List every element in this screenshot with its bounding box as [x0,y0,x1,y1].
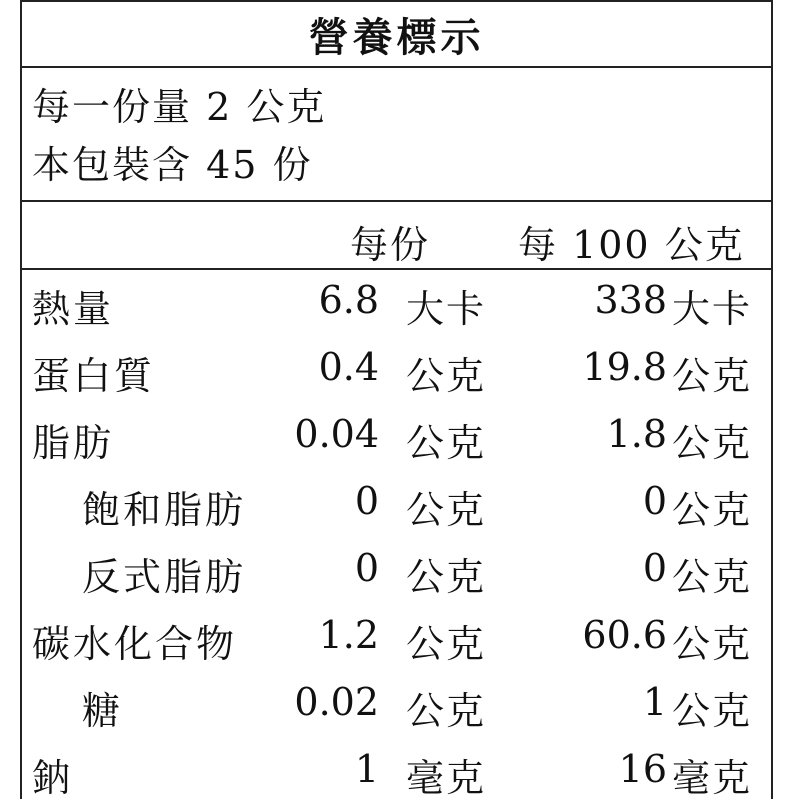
nutrient-row-energy [22,270,771,337]
per-serving-value: 0 [354,546,379,590]
column-header-per-serving: 每份 [350,223,431,267]
per-100g-unit: 公克 [672,689,753,733]
per-100g-value: 16 [618,747,667,791]
per-100g-unit: 大卡 [672,287,753,331]
per-100g-unit: 公克 [672,555,753,599]
nutrient-name: 脂肪 [32,421,115,465]
per-100g-unit: 公克 [672,622,753,666]
column-header-per-100g: 每 100 公克 [518,223,745,267]
serving-size: 每一份量 2 公克 [32,85,327,129]
per-serving-unit: 公克 [406,689,487,733]
per-100g-unit: 公克 [672,354,753,398]
per-100g-value: 1.8 [606,412,667,456]
column-header-row [22,202,771,270]
per-100g-value: 0 [642,546,667,590]
serving-info [22,68,771,202]
per-100g-unit: 毫克 [672,756,753,800]
nutrient-name: 糖 [82,689,124,733]
nutrient-row-saturated-fat [22,471,771,538]
per-serving-unit: 公克 [406,622,487,666]
nutrient-name: 碳水化合物 [32,622,238,666]
nutrient-name: 鈉 [32,756,74,800]
nutrient-row-fat [22,404,771,471]
per-100g-value: 19.8 [582,345,667,389]
per-serving-value: 1.2 [318,613,379,657]
nutrient-name: 熱量 [32,287,115,331]
per-serving-unit: 公克 [406,354,487,398]
nutrient-row-sugar [22,672,771,739]
per-serving-unit: 大卡 [406,287,487,331]
per-100g-value: 60.6 [582,613,667,657]
per-100g-unit: 公克 [672,421,753,465]
nutrition-title: 營養標示 [22,0,771,68]
nutrient-name: 蛋白質 [32,354,156,398]
nutrient-name: 飽和脂肪 [82,488,247,532]
per-serving-unit: 毫克 [406,756,487,800]
per-100g-value: 338 [594,278,667,322]
per-serving-value: 0.02 [294,680,379,724]
nutrient-row-protein [22,337,771,404]
per-serving-unit: 公克 [406,488,487,532]
per-serving-unit: 公克 [406,421,487,465]
nutrient-row-trans-fat [22,538,771,605]
per-serving-value: 0.04 [294,412,379,456]
nutrition-facts-panel [20,0,773,799]
per-serving-value: 6.8 [318,278,379,322]
per-serving-unit: 公克 [406,555,487,599]
nutrient-name: 反式脂肪 [82,555,247,599]
per-serving-value: 0 [354,479,379,523]
per-100g-value: 0 [642,479,667,523]
nutrient-table [22,270,771,806]
per-serving-value: 0.4 [318,345,379,389]
nutrient-row-carbohydrate [22,605,771,672]
per-serving-value: 1 [354,747,379,791]
servings-per-package: 本包裝含 45 份 [32,143,313,187]
per-100g-value: 1 [642,680,667,724]
per-100g-unit: 公克 [672,488,753,532]
nutrient-row-sodium [22,739,771,806]
